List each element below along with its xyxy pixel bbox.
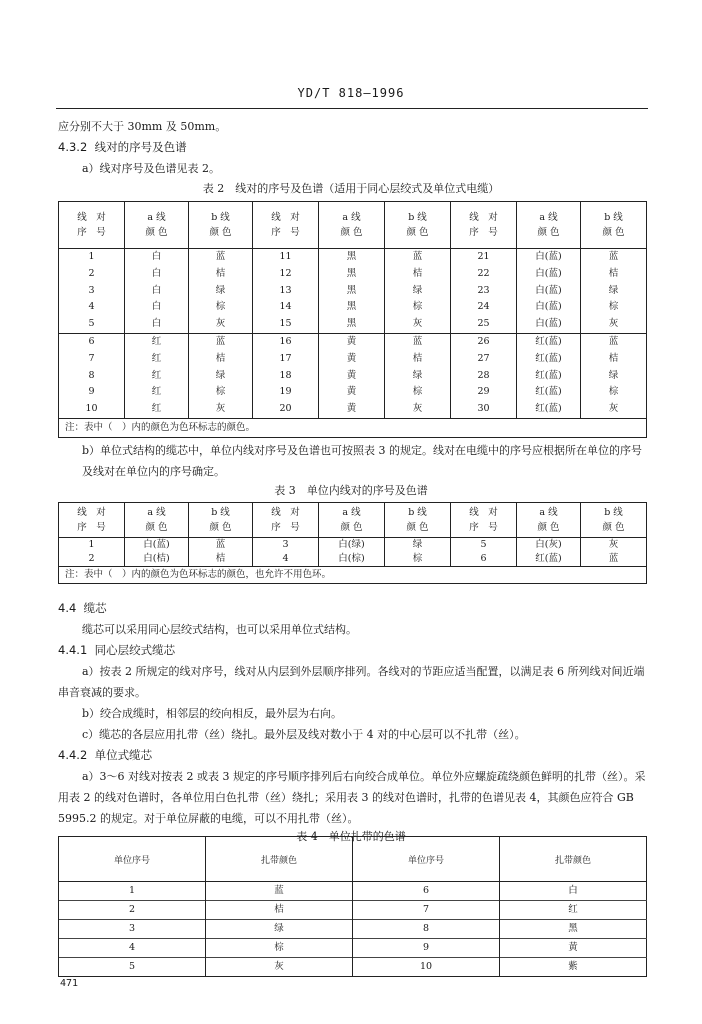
table-cell: 蓝 [206,882,353,901]
table-cell: 红(蓝) [517,552,581,567]
header-line: b 线 [604,212,623,223]
table-cell: 白(棕) [319,552,385,567]
table-cell: 红 [125,351,189,368]
table-cell: 蓝 [189,333,253,350]
table-cell: 3 [59,920,206,939]
table2-header-cell [451,202,517,249]
page-header: YD/T 818—1996 [297,86,405,100]
table-cell: 灰 [581,401,647,418]
table3-header-cell [385,503,451,538]
table-cell: 10 [85,403,98,415]
table-cell: 棕 [581,384,647,401]
table-cell: 15 [253,316,319,333]
header-line: 颜 色 [145,227,168,238]
table-cell: 23 [451,283,517,300]
table-cell: 蓝 [189,249,253,266]
table-cell: 灰 [581,538,647,553]
table-cell: 红(蓝) [517,384,581,401]
header-line: 颜 色 [602,227,625,238]
table-cell: 黄 [319,401,385,418]
table-cell: 绿 [385,368,451,385]
table-cell: 桔 [581,351,647,368]
table-cell: 4 [253,552,319,567]
table-row [59,958,647,977]
table-cell: 灰 [581,316,647,333]
header-line: a 线 [539,212,558,223]
section-4-4-2 [58,745,648,766]
table-cell: 14 [253,299,319,316]
table-cell: 黑 [319,266,385,283]
table-row [59,249,647,266]
table-cell: 2 [88,553,95,564]
table3-header-cell [59,503,125,538]
header-line: 线 对 [469,507,498,518]
section-title: 同心层绞式缆芯 [94,643,176,657]
header-line: a 线 [147,507,166,518]
section-title: 单位式缆芯 [94,748,153,762]
table3-header-cell [451,503,517,538]
table-cell: 棕 [189,384,253,401]
table-cell: 30 [451,401,517,418]
header-line: 颜 色 [537,227,560,238]
header-line: 线 对 [469,212,498,223]
table-cell: 黑 [319,316,385,333]
table-row [59,401,647,418]
table-cell: 黄 [319,351,385,368]
table-cell: 绿 [385,538,451,553]
header-line: 颜 色 [209,522,232,533]
header-line: b 线 [211,507,230,518]
header-line: 序 号 [77,227,106,238]
header-line: 线 对 [271,212,300,223]
header-line: 颜 色 [406,227,429,238]
table3-note: 注：表中（ ）内的颜色为色环标志的颜色，也允许不用色环。 [59,567,647,584]
table-row [59,384,647,401]
table-cell: 5 [59,958,206,977]
section-4-3-2 [58,137,648,158]
table-cell: 9 [88,386,95,398]
table-cell: 蓝 [581,552,647,567]
table-cell: 红 [125,368,189,385]
table-cell: 白(蓝) [517,266,581,283]
table-cell: 桔 [581,266,647,283]
paragraph-a: a）线对序号及色谱见表 2。 [82,162,221,175]
table-cell: 4 [88,301,95,313]
table-cell: 8 [353,920,500,939]
table-cell: 1 [88,251,95,262]
header-line: b 线 [211,212,230,223]
table-cell: 紫 [500,958,647,977]
table4-header-cell: 单位序号 [59,837,206,882]
table-cell: 18 [253,368,319,385]
table4-caption: 表 4 单位扎带的色谱 [296,830,406,843]
table-cell: 13 [253,283,319,300]
table4-header-cell: 扎带颜色 [500,837,647,882]
table-cell: 3 [253,538,319,553]
table-cell: 白(桔) [125,552,189,567]
header-line: a 线 [342,507,361,518]
table-row [59,901,647,920]
paragraph-4-4: 缆芯可以采用同心层绞式结构，也可以采用单位式结构。 [82,623,357,636]
header-line: 颜 色 [340,227,363,238]
table-cell: 黑 [319,249,385,266]
section-title: 缆芯 [83,601,107,615]
table2-header-cell [253,202,319,249]
table-cell: 绿 [189,283,253,300]
table-cell: 棕 [581,299,647,316]
table-cell: 黄 [500,939,647,958]
table-row [59,368,647,385]
table-cell: 白 [125,266,189,283]
table-cell: 棕 [206,939,353,958]
header-line: b 线 [408,507,427,518]
table-cell: 22 [451,266,517,283]
section-4-4-1 [58,640,648,661]
table-cell: 红 [125,401,189,418]
header-line: 序 号 [271,227,300,238]
table-cell: 灰 [385,401,451,418]
table-cell: 桔 [189,266,253,283]
table3-header-cell [253,503,319,538]
table-cell: 10 [353,958,500,977]
table2-caption: 表 2 线对的序号及色谱（适用于同心层绞式及单位式电缆） [202,182,500,195]
table-cell: 27 [451,351,517,368]
table-row [59,283,647,300]
table-cell: 灰 [385,316,451,333]
section-number: 4.4.2 [58,748,88,762]
header-line: 序 号 [469,522,498,533]
table-cell: 17 [253,351,319,368]
table-cell: 19 [253,384,319,401]
table-cell: 桔 [206,901,353,920]
header-line: 序 号 [77,522,106,533]
table-cell: 棕 [385,552,451,567]
table-cell: 白(蓝) [517,249,581,266]
header-line: 颜 色 [406,522,429,533]
header-line: 颜 色 [602,522,625,533]
table-cell: 4 [59,939,206,958]
table-cell: 蓝 [385,333,451,350]
table-cell: 26 [451,333,517,350]
header-line: 颜 色 [537,522,560,533]
table2-header-row [59,202,647,249]
header-line: 序 号 [271,522,300,533]
paragraph-4-4-1-b: b）绞合成缆时，相邻层的绞向相反，最外层为右向。 [82,707,343,720]
table-cell: 灰 [189,401,253,418]
table-4 [58,836,647,977]
table-cell: 蓝 [385,249,451,266]
table-cell: 黑 [319,299,385,316]
table-cell: 红(蓝) [517,401,581,418]
table-row [59,552,647,567]
table-cell: 5 [451,538,517,553]
table-cell: 黑 [500,920,647,939]
table-row [59,333,647,350]
table2-header-cell [125,202,189,249]
table-row [59,316,647,333]
table-cell: 6 [59,333,125,350]
header-line: 线 对 [77,212,106,223]
table-cell: 红(蓝) [517,351,581,368]
table3-header-cell [189,503,253,538]
table2-header-cell [581,202,647,249]
table-cell: 25 [451,316,517,333]
table3-header-cell [517,503,581,538]
table-cell: 16 [253,333,319,350]
table2-header-cell [189,202,253,249]
table-cell: 白 [500,882,647,901]
table-cell: 28 [451,368,517,385]
paragraph-4-4-1-a: a）按表 2 所规定的线对序号，线对从内层到外层顺序排列。各线对的节距应适当配置，以满足表 6 所列线对间近端串音衰减的要求。 [58,665,645,699]
table-cell: 白 [125,299,189,316]
table-row [59,266,647,283]
table-cell: 2 [88,267,95,279]
table-cell: 白(蓝) [125,538,189,553]
table-cell: 棕 [189,299,253,316]
table-3 [58,502,647,584]
page-number: 471 [60,978,79,989]
table-row [59,920,647,939]
table3-header-cell [125,503,189,538]
table-cell: 桔 [385,351,451,368]
table-cell: 绿 [206,920,353,939]
table2-header-cell [319,202,385,249]
header-line: a 线 [147,212,166,223]
table3-header-row [59,503,647,538]
section-number: 4.3.2 [58,140,88,154]
header-line: 线 对 [271,507,300,518]
table4-header-cell: 单位序号 [353,837,500,882]
table3-caption: 表 3 单位内线对的序号及色谱 [274,484,428,497]
header-line: a 线 [539,507,558,518]
table2-header-cell [517,202,581,249]
table-cell: 棕 [385,384,451,401]
table-cell: 白(蓝) [517,316,581,333]
table2-note: 注：表中（ ）内的颜色为色环标志的颜色。 [59,418,647,437]
header-line: 颜 色 [145,522,168,533]
header-line: a 线 [342,212,361,223]
table-row [59,538,647,553]
table4-header-row [59,837,647,882]
table-cell: 1 [88,539,95,550]
table-cell: 红 [125,384,189,401]
table-cell: 红 [500,901,647,920]
section-number: 4.4.1 [58,643,88,657]
table-cell: 黄 [319,384,385,401]
table-cell: 白 [125,316,189,333]
header-line: b 线 [408,212,427,223]
table-cell: 桔 [189,351,253,368]
paragraph-b-text: b）单位式结构的缆芯中，单位内线对序号及色谱也可按照表 3 的规定。线对在电缆中的序号应根据所在单位的序号及线对在单位内的序号确定。 [82,444,643,478]
table-cell: 红(蓝) [517,333,581,350]
table-row [59,299,647,316]
section-number: 4.4 [58,601,77,615]
table-2 [58,201,647,438]
header-line: 序 号 [469,227,498,238]
table-cell: 灰 [206,958,353,977]
paragraph-4-4-2-a: a）3～6 对线对按表 2 或表 3 规定的序号顺序排列后右向绞合成单位。单位外应螺旋疏绕颜色鲜明的扎带（丝）。采用表 2 的线对色谱时，各单位用白色扎带（丝）绕扎；采用表 3 的线对色谱时，扎带的色谱见表 4，其颜色应符合 GB 5995.2 的规定。对于单位屏蔽的电缆，可以不用扎带（丝）。 [58,770,646,825]
table-cell: 5 [88,318,95,330]
table-cell: 蓝 [581,333,647,350]
paragraph-b [82,440,648,482]
table-cell: 绿 [189,368,253,385]
table-cell: 棕 [385,299,451,316]
header-line: 颜 色 [209,227,232,238]
table-cell: 红 [125,333,189,350]
table-cell: 绿 [581,283,647,300]
table-cell: 8 [88,369,95,381]
table-cell: 2 [59,901,206,920]
table-cell: 绿 [385,283,451,300]
table3-header-cell [581,503,647,538]
table-cell: 1 [59,882,206,901]
table-cell: 6 [353,882,500,901]
table-cell: 桔 [385,266,451,283]
table-cell: 3 [88,284,95,296]
table-cell: 黄 [319,333,385,350]
table-cell: 白(蓝) [517,283,581,300]
table-cell: 9 [353,939,500,958]
table-cell: 12 [253,266,319,283]
section-4-4 [58,598,648,619]
table-cell: 29 [451,384,517,401]
header-line: 颜 色 [340,522,363,533]
table-cell: 11 [253,249,319,266]
table-cell: 黑 [319,283,385,300]
table-cell: 白(绿) [319,538,385,553]
table-cell: 绿 [581,368,647,385]
table-cell: 6 [451,552,517,567]
table-cell: 灰 [189,316,253,333]
table-cell: 7 [88,352,95,364]
table-cell: 白 [125,249,189,266]
table-row [59,939,647,958]
table3-header-cell [319,503,385,538]
header-line: 线 对 [77,507,106,518]
table-cell: 白(灰) [517,538,581,553]
table2-header-cell [59,202,125,249]
intro-line: 应分别不大于 30mm 及 50mm。 [58,120,227,133]
header-line: b 线 [604,507,623,518]
header-divider [56,108,648,109]
table-cell: 蓝 [581,249,647,266]
table-cell: 黄 [319,368,385,385]
table-cell: 蓝 [189,538,253,553]
section-title: 线对的序号及色谱 [94,140,187,154]
table-row [59,882,647,901]
table-cell: 桔 [189,552,253,567]
table-cell: 20 [253,401,319,418]
table-cell: 21 [451,249,517,266]
table-cell: 白(蓝) [517,299,581,316]
table-cell: 白 [125,283,189,300]
table-row [59,351,647,368]
table4-header-cell: 扎带颜色 [206,837,353,882]
table-cell: 红(蓝) [517,368,581,385]
table-cell: 24 [451,299,517,316]
paragraph-4-4-1-c: c）缆芯的各层应用扎带（丝）绕扎。最外层及线对数小于 4 对的中心层可以不扎带（丝）。 [82,728,526,741]
table-cell: 7 [353,901,500,920]
table2-header-cell [385,202,451,249]
